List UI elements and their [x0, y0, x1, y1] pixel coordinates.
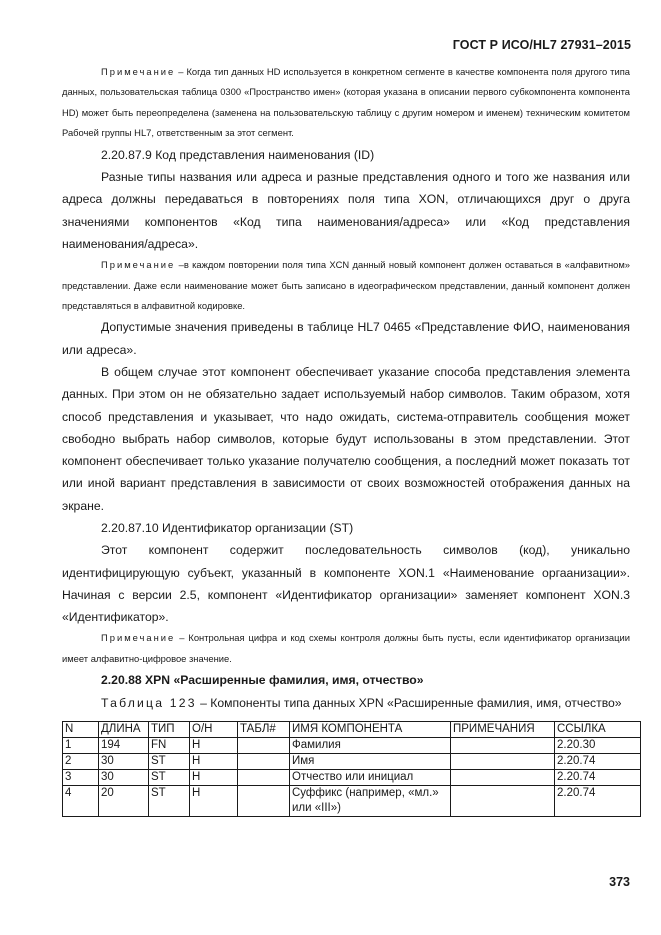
table-cell: ST [149, 754, 190, 770]
table-row [63, 786, 641, 817]
table-cell: 3 [63, 770, 99, 786]
note-label: Примечание [101, 66, 176, 77]
table-cell: 2.20.74 [555, 770, 641, 786]
table-cell: 30 [99, 770, 149, 786]
table-cell: Н [190, 770, 238, 786]
table-cell [238, 786, 290, 817]
note-hd-namespace [62, 62, 630, 144]
section-heading-2-20-87-10: 2.20.87.10 Идентификатор организации (ST) [101, 521, 354, 535]
note-text: –в каждом повторении поля типа XCN данный новый компонент должен оставаться в «алфавитном» представлении. Даже если наименование может быть записано в идеографическом представлении, данный компонент должен представляться в алфавитной кодировке. [62, 259, 630, 311]
note-check-digit [62, 628, 630, 669]
note-xcn-alphabetic [62, 255, 630, 316]
table-cell: Имя [290, 754, 451, 770]
table-cell: Н [190, 786, 238, 817]
table-cell: 2 [63, 754, 99, 770]
table-cell: 2.20.30 [555, 738, 641, 754]
table-row [63, 770, 641, 786]
paragraph-name-representation: Разные типы названия или адреса и разные представления одного и того же названия или адреса должны передаваться в повторениях поля типа XON, отличающихся друг о друга значениями компонентов «Код типа наименования/адреса» или «Код представления наименования/адреса». [62, 169, 630, 251]
section-heading-2-20-87-9: 2.20.87.9 Код представления наименования (ID) [101, 147, 375, 162]
document-standard-header: ГОСТ Р ИСО/HL7 27931–2015 [452, 38, 631, 52]
table-cell: Суффикс (например, «мл.» или «III») [290, 786, 451, 817]
table-cell: Фамилия [290, 738, 451, 754]
table-cell: Отчество или инициал [290, 770, 451, 786]
column-header: ПРИМЕЧАНИЯ [451, 722, 555, 738]
table-cell: ST [149, 770, 190, 786]
column-header: ИМЯ КОМПОНЕНТА [290, 722, 451, 738]
table-row [63, 738, 641, 754]
column-header: N [63, 722, 99, 738]
table-cell [238, 754, 290, 770]
table-cell [451, 770, 555, 786]
table-cell: 2.20.74 [555, 754, 641, 770]
column-header: ТАБЛ# [238, 722, 290, 738]
note-label: Примечание [101, 259, 176, 271]
table-cell: 194 [99, 738, 149, 754]
table-caption-label: Таблица 123 [101, 696, 197, 711]
table-cell: Н [190, 754, 238, 770]
column-header: ССЫЛКА [555, 722, 641, 738]
table-cell [238, 738, 290, 754]
table-cell: 20 [99, 786, 149, 817]
table-cell: Н [190, 738, 238, 754]
note-text: – Когда тип данных HD используется в конкретном сегменте в качестве компонента поля другого типа данных, пользовательская таблица 0300 «Пространство имен» (которая указана в описании первого субкомпонента компонента HD) может быть переопределена (заменена на пользовательскую таблицу с другим номером и именем) техническим комитетом Рабочей группы HL7, ответственным за этот сегмент. [62, 66, 630, 139]
table-cell: 2.20.74 [555, 786, 641, 817]
section-heading-2-20-88: 2.20.88 XPN «Расширенные фамилия, имя, отчество» [101, 673, 424, 688]
page-number: 373 [609, 875, 630, 889]
table-cell [451, 738, 555, 754]
note-label: Примечание [101, 632, 176, 644]
column-header: ДЛИНА [99, 722, 149, 738]
table-cell: ST [149, 786, 190, 817]
table-caption-text: – Компоненты типа данных XPN «Расширенные фамилия, имя, отчество» [196, 696, 622, 711]
table-row [63, 754, 641, 770]
table-cell [451, 754, 555, 770]
column-header: ТИП [149, 722, 190, 738]
table-cell [451, 786, 555, 817]
paragraph-organization-identifier: Этот компонент содержит последовательность символов (код), уникально идентифицирующую субъект, указанный в компоненте XON.1 «Наименование оргаанизации». Начиная с версии 2.5, компонент «Идентификатор организации» заменяет компонент XON.3 «Идентификатор». [62, 543, 630, 625]
xpn-components-table [62, 721, 641, 817]
table-caption [62, 692, 630, 714]
table-cell: 30 [99, 754, 149, 770]
paragraph-allowed-values: Допустимые значения приведены в таблице HL7 0465 «Представление ФИО, наименования или адреса». [62, 320, 630, 357]
column-header: О/Н [190, 722, 238, 738]
note-text: – Контрольная цифра и код схемы контроля должны быть пусты, если идентификатор организации имеет алфавитно-цифровое значение. [62, 632, 630, 664]
table-header-row [63, 722, 641, 738]
table-cell: 1 [63, 738, 99, 754]
table-cell [238, 770, 290, 786]
paragraph-representation-general: В общем случае этот компонент обеспечивает указание способа представления элемента данных. При этом он не обязательно задает используемый набор символов. Таким образом, хотя способ представления и указывает, что надо ожидать, система-отправитель сообщения может свободно выбрать набор символов, которые будут использованы в этом представлении. Этот компонент обеспечивает только указание получателю сообщения, а последний может показать тот или иной вариант представления в зависимости от своих возможностей отображения данных на экране. [62, 364, 630, 513]
table-cell: 4 [63, 786, 99, 817]
table-cell: FN [149, 738, 190, 754]
page-content [62, 62, 630, 817]
